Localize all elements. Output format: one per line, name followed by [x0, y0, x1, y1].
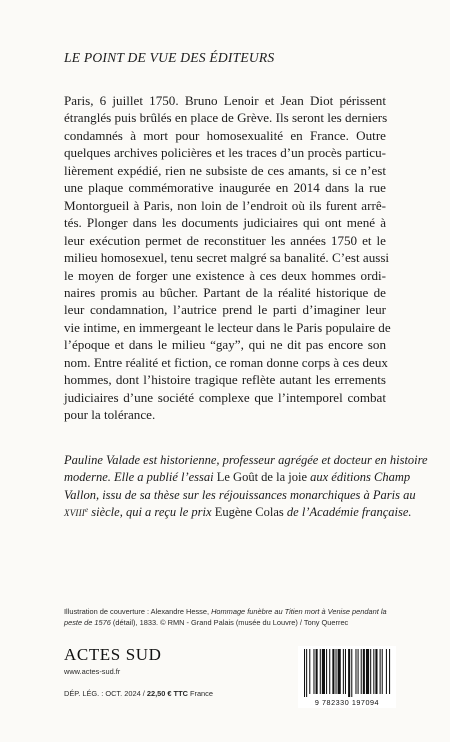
barcode-bar [363, 649, 365, 694]
summary-line: pour la tolérance. [64, 407, 156, 423]
credits-line [64, 617, 388, 628]
artwork-title: peste de 1576 [64, 618, 111, 627]
summary-line: une plaque commémorative inaugurée en 2014 dans la rue [64, 180, 386, 196]
barcode-bar [386, 649, 387, 694]
artwork-title: Hommage funèbre au Titien mort à Venise pendant la [211, 607, 387, 616]
barcode-bar [332, 649, 334, 694]
barcode-bar [382, 649, 383, 694]
section-heading: LE POINT DE VUE DES ÉDITEURS [64, 50, 275, 65]
barcode-bar [322, 649, 325, 694]
barcode-bar [343, 649, 344, 694]
barcode-bar [375, 649, 377, 694]
summary-line: judiciaires d’une société complexe que l’intemporel combat [64, 389, 386, 405]
legal-deposit [64, 689, 213, 698]
bio-text: siècle, qui a reçu le prix [88, 504, 215, 519]
summary-line: vie intime, en immergeant le lecteur dans le Paris populaire de [64, 319, 391, 335]
barcode-bar [316, 649, 318, 694]
barcode-bar [366, 649, 369, 694]
barcode-bar [309, 649, 310, 694]
credits-text: Illustration de couverture : Alexandre Hesse, [64, 607, 212, 616]
barcode-bar [338, 649, 341, 694]
bio-line: Pauline Valade est historienne, professeur agrégée et docteur en histoire [64, 453, 428, 467]
bio-text: moderne. Elle a publié l’essai [64, 470, 217, 485]
barcode-bar [351, 649, 352, 697]
summary-line: condamnés à mort pour homosexualité en France. Outre [64, 127, 386, 143]
summary-text [64, 92, 391, 424]
barcode-bar [326, 649, 327, 694]
barcode-bar [313, 649, 314, 694]
summary-line: Paris, 6 juillet 1750. Bruno Lenoir et Jean Diot périssent [64, 93, 386, 108]
summary-line: hommes, dont l’histoire tragique reflète autant les errements [64, 372, 386, 388]
book-title: Le Goût de la joie [216, 470, 307, 485]
deposit-text: DÉP. LÉG. : OCT. 2024 / [64, 689, 147, 698]
barcode-bar [348, 649, 350, 697]
century-sup: e [85, 505, 89, 514]
bio-line [64, 469, 411, 486]
summary-line: lièrement expédié, rien ne subsiste de ces amants, si ce n’est [64, 162, 386, 178]
century-text: XVIII [64, 507, 85, 518]
summary-line: étranglés puis brûlés en place de Grève. Ils seront les derniers [64, 110, 388, 126]
cover-credits [64, 606, 388, 628]
credits-line [64, 606, 388, 617]
barcode-bar [370, 649, 371, 694]
barcode-bar [355, 649, 356, 694]
barcode-bar [320, 649, 321, 694]
publisher-website: www.actes-sud.fr [64, 667, 121, 676]
barcode-bars [298, 646, 396, 698]
summary-line: milieu homosexuel, tenu secret malgré sa banalité. C’est aussi [64, 250, 390, 266]
barcode-bar [373, 649, 374, 694]
barcode-bar [306, 649, 307, 697]
credits-text: (détail), 1833. © RMN - Grand Palais (musée du Louvre) / Tony Querrec [110, 618, 349, 627]
bio-line [64, 504, 412, 522]
author-bio [64, 452, 428, 522]
summary-line: leur exécution permet de reconstituer les années 1750 et le [64, 232, 386, 248]
barcode-digits: 9 782330 197094 [314, 698, 380, 707]
barcode-bar [329, 649, 330, 694]
barcode-bar [358, 649, 359, 694]
isbn-barcode [298, 646, 396, 708]
bio-text: de l’Académie française. [283, 504, 412, 519]
summary-line: tés. Plonger dans les documents judiciaires qui ont mené à [64, 215, 386, 231]
bio-text: aux éditions Champ [307, 470, 411, 485]
summary-line: nom. Entre réalité et fiction, ce roman donne corps à ces deux [64, 354, 388, 370]
summary-line: quelques archives policières et les traces d’un procès particu- [64, 145, 386, 161]
summary-line: leur condamnation, l’autrice prend le parti d’imaginer leur [64, 302, 386, 318]
publisher-logo: ACTES SUD [64, 645, 162, 664]
barcode-bar [380, 649, 381, 694]
summary-line: l’époque et dans le milieu “gay”, qui ne dit pas encore son [64, 337, 386, 353]
barcode-bar [361, 649, 362, 694]
country-text: France [187, 689, 213, 698]
barcode-bar [304, 649, 305, 697]
bio-line: Vallon, issu de sa thèse sur les réjouissances monarchiques à Paris au [64, 487, 416, 502]
price: 22,50 € TTC [146, 689, 188, 698]
barcode-bar [345, 649, 346, 694]
prize-name: Eugène Colas [214, 504, 284, 519]
barcode-bar [336, 649, 337, 694]
summary-line: naires promis au bûcher. Partant de la réalité historique de [64, 284, 386, 300]
summary-line: le moyen de forger une existence à ces deux hommes ordi- [64, 267, 386, 283]
barcode-bar [389, 649, 390, 694]
summary-line: Montorgueil à Paris, non loin de l’endroit où ils furent arrê- [64, 197, 386, 213]
